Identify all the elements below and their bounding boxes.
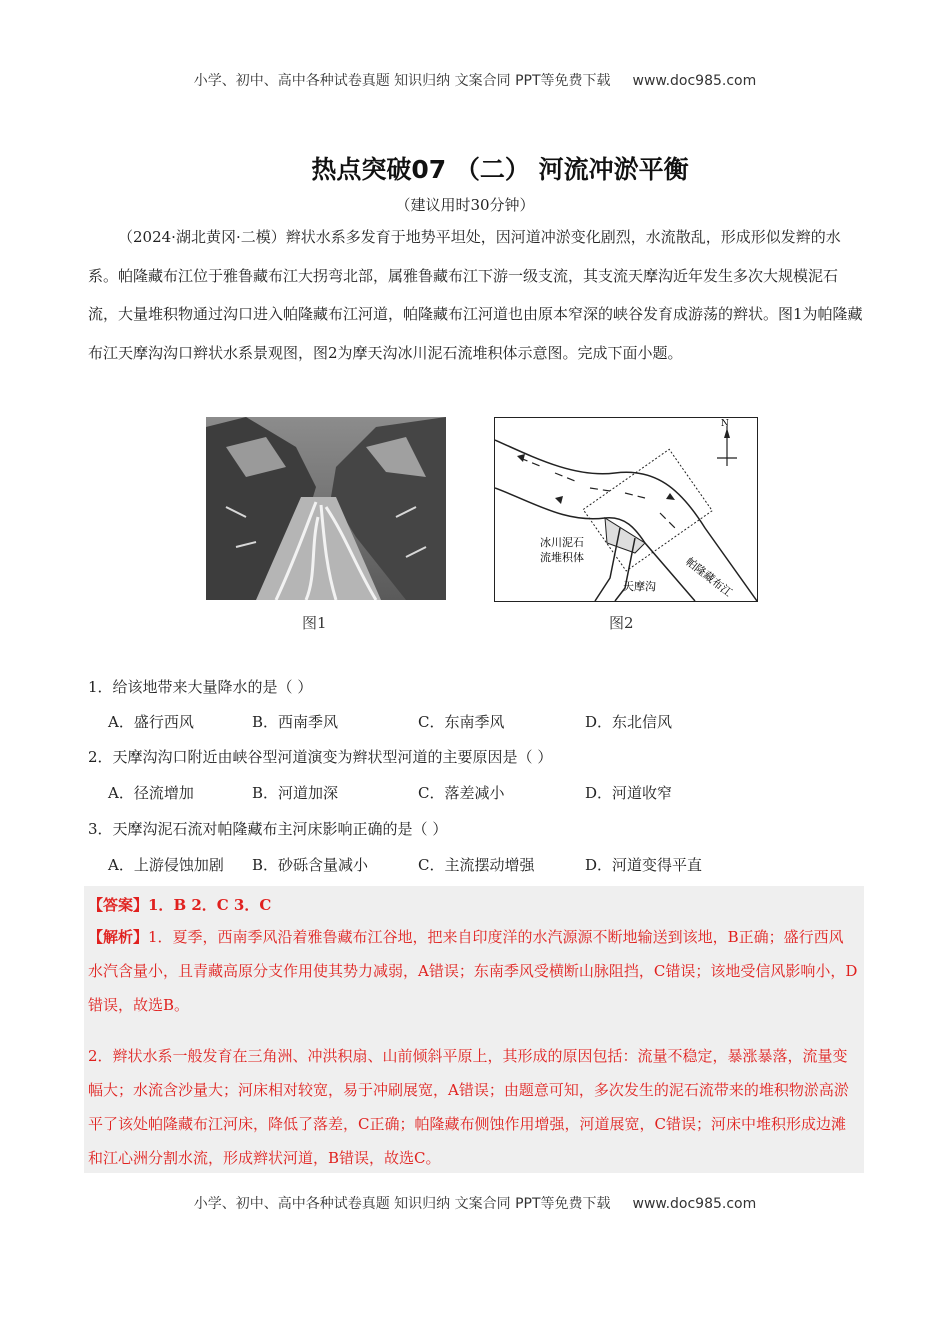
figure-1-caption: 图1 [302, 614, 327, 632]
footer-url[interactable]: www.doc985.com [632, 1196, 757, 1212]
page-title: 热点突破07 （二） 河流冲淤平衡 [311, 155, 689, 184]
explanation-1 [88, 920, 858, 1022]
explanation-2: 2．辫状水系一般发育在三角洲、冲洪积扇、山前倾斜平原上，其形成的原因包括：流量不稳定，暴涨暴落，流量变幅大；水流含沙量大；河床相对较宽，易于冲刷展宽，A错误；由题意可知，多次发生的泥石流带来的堆积物淤高淤平了该处帕隆藏布江河床，降低了落差，C正确；帕隆藏布侧蚀作用增强，河道展宽，C错误；河床中堆积形成边滩和江心洲分割水流，形成辫状河道，B错误，故选C。 [88, 1047, 849, 1167]
q1-option-b: B．西南季风 [252, 713, 339, 731]
debris-flow-diagram [494, 417, 758, 602]
deposit-label-2: 流堆积体 [540, 551, 584, 564]
question-3: 3．天摩沟泥石流对帕隆藏布主河床影响正确的是（ ） [88, 820, 448, 838]
header-url[interactable]: www.doc985.com [632, 73, 757, 89]
answer-line: 【答案】1．B 2．C 3．C [88, 896, 272, 914]
page-subtitle: （建议用时30分钟） [395, 196, 535, 214]
footer-text: 小学、初中、高中各种试卷真题 知识归纳 文案合同 PPT等免费下载 [193, 1196, 611, 1212]
river-label: 帕隆藏布江 [683, 555, 735, 600]
explanation-label: 【解析】 [88, 928, 149, 946]
q3-option-d: D．河道变得平直 [585, 856, 703, 874]
header-text: 小学、初中、高中各种试卷真题 知识归纳 文案合同 PPT等免费下载 [193, 73, 611, 89]
intro-paragraph: （2024·湖北黄冈·二模）辫状水系多发育于地势平坦处，因河道冲淤变化剧烈，水流散乱，形成形似发辫的水系。帕隆藏布江位于雅鲁藏布江大拐弯北部，属雅鲁藏布江下游一级支流，其支流天摩沟近年发生多次大规模泥石流，大量堆积物通过沟口进入帕隆藏布江河道，帕隆藏布江河道也由原本窄深的峡谷发育成游荡的辫状。图1为帕隆藏布江天摩沟沟口辫状水系景观图，图2为摩天沟冰川泥石流堆积体示意图。完成下面小题。 [88, 228, 863, 362]
figure-2-caption: 图2 [609, 614, 634, 632]
q1-option-a: A．盛行西风 [108, 713, 194, 731]
q2-option-b: B．河道加深 [252, 784, 339, 802]
page-header [0, 70, 950, 90]
explanation-1-text: 1．夏季，西南季风沿着雅鲁藏布江谷地，把来自印度洋的水汽源源不断地输送到该地，B正确；盛行西风水汽含量小，且青藏高原分支作用使其势力减弱，A错误；东南季风受横断山脉阻挡，C错误；该地受信风影响小，D错误，故选B。 [88, 928, 858, 1014]
gully-label: 天摩沟 [623, 580, 656, 593]
braided-river-photo [206, 417, 446, 600]
q1-option-c: C．东南季风 [418, 713, 505, 731]
north-label: N [721, 419, 729, 429]
q2-option-d: D．河道收窄 [585, 784, 673, 802]
q1-option-d: D．东北信风 [585, 713, 673, 731]
page-footer [0, 1193, 950, 1213]
deposit-label-1: 冰川泥石 [540, 536, 584, 549]
q2-option-a: A．径流增加 [108, 784, 194, 802]
question-1: 1．给该地带来大量降水的是（ ） [88, 678, 313, 696]
question-2: 2．天摩沟沟口附近由峡谷型河道演变为辫状型河道的主要原因是（ ） [88, 748, 553, 766]
q3-option-a: A．上游侵蚀加剧 [108, 856, 224, 874]
q3-option-b: B．砂砾含量减小 [252, 856, 369, 874]
q3-option-c: C．主流摆动增强 [418, 856, 535, 874]
q2-option-c: C．落差减小 [418, 784, 505, 802]
